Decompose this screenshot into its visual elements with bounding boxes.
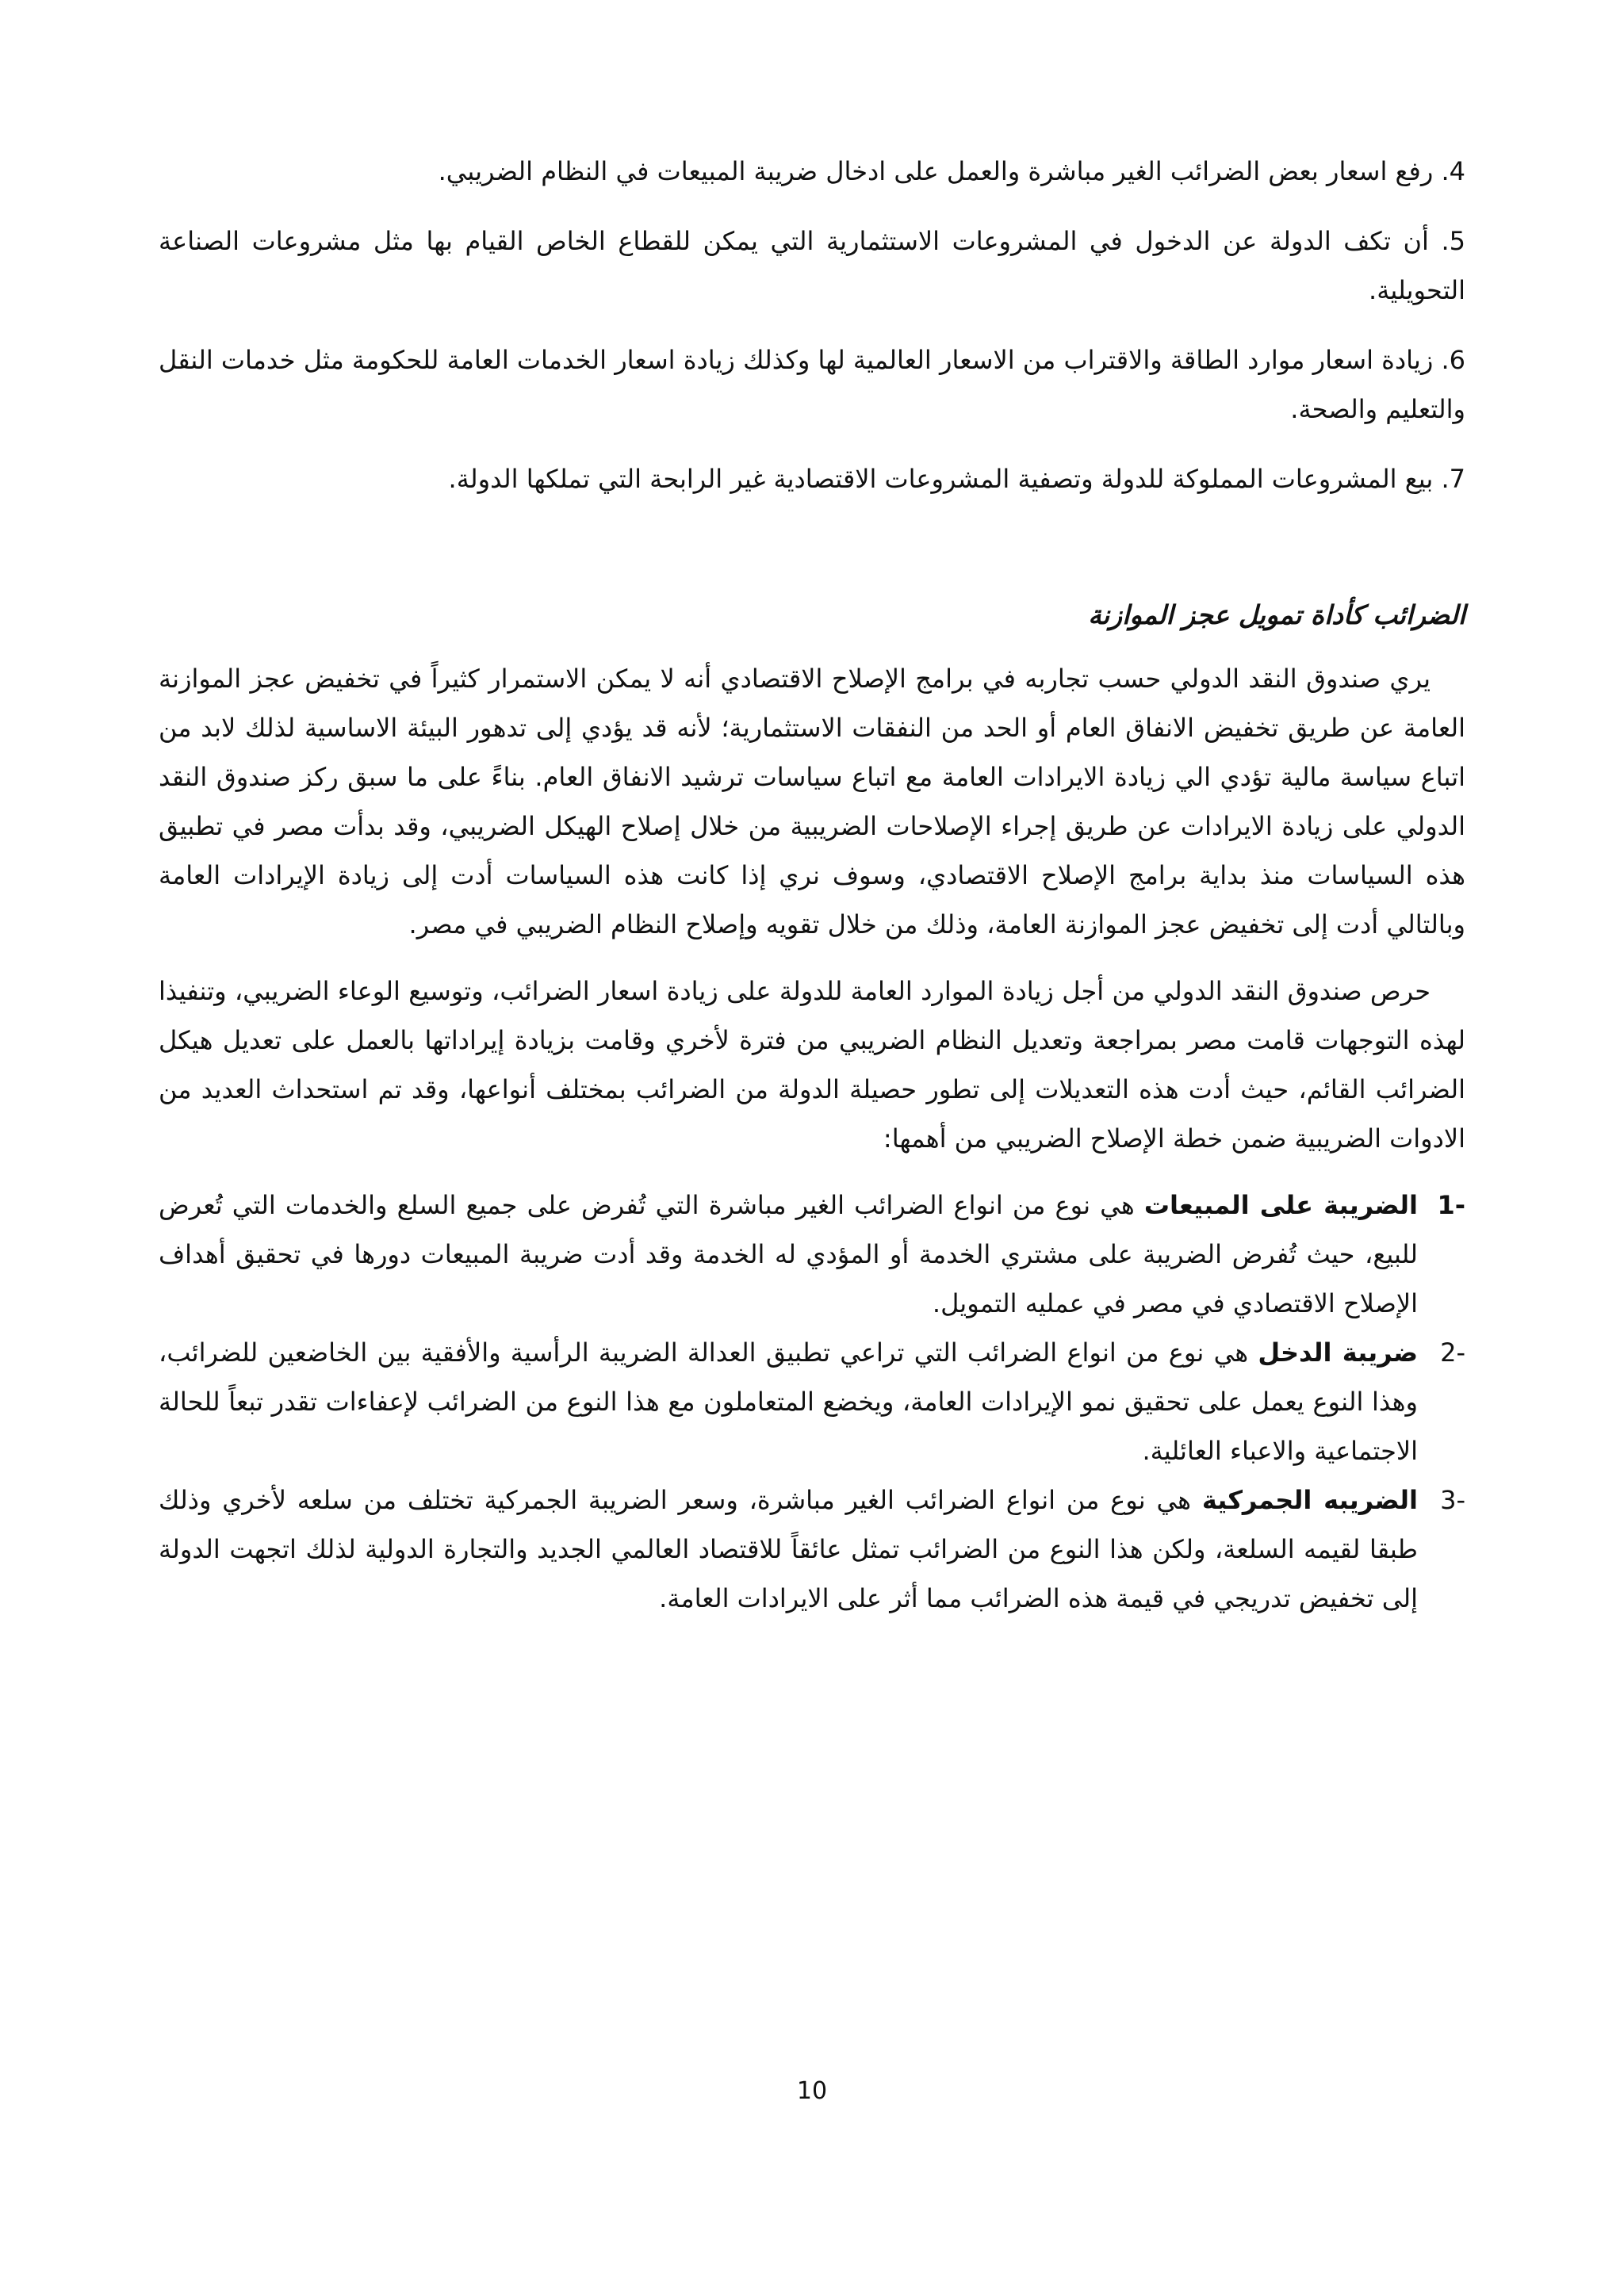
tax-item-text: هي نوع من انواع الضرائب الغير مباشرة التي تُفرض على جميع السلع والخدمات التي تُعرض للبيع، حيث تُفرض الضريبة على مشتري الخدمة أو المؤدي له الخدمة وقد أدت ضريبة المبيعات دورها في تحقيق أهداف الإصلاح الاقتصادي في مصر في عمليه التمويل. <box>159 1190 1418 1318</box>
tax-item-term: ضريبة الدخل <box>1258 1337 1419 1368</box>
tax-types-list <box>159 1181 1465 1623</box>
body-paragraph: يري صندوق النقد الدولي حسب تجاربه في برامج الإصلاح الاقتصادي أنه لا يمكن الاستمرار كثيراً في تخفيض عجز الموازنة العامة عن طريق تخفيض الانفاق العام أو الحد من النفقات الاستثمارية؛ لأنه قد يؤدي إلى تدهور البيئة الاساسية لذلك لابد من اتباع سياسة مالية تؤدي الي زيادة الايرادات العامة مع اتباع سياسات ترشيد الانفاق العام. بناءً على ما سبق ركز صندوق النقد الدولي على زيادة الايرادات عن طريق إجراء الإصلاحات الضريبية من خلال إصلاح الهيكل الضريبي، وقد بدأت مصر في تطبيق هذه السياسات منذ بداية برامج الإصلاح الاقتصادي، وسوف نري إذا كانت هذه السياسات أدت إلى زيادة الإيرادات العامة وبالتالي أدت إلى تخفيض عجز الموازنة العامة، وذلك من خلال تقويه وإصلاح النظام الضريبي في مصر. <box>159 664 1465 939</box>
tax-item-marker: -2 <box>1440 1337 1465 1368</box>
list-item <box>159 147 1465 196</box>
body-paragraph: حرص صندوق النقد الدولي من أجل زيادة الموارد العامة للدولة على زيادة اسعار الضرائب، وتوسيع الوعاء الضريبي، وتنفيذا لهذه التوجهات قامت مصر بمراجعة وتعديل النظام الضريبي من فترة لأخري وقامت بزيادة إيراداتها بالعمل على تعديل هيكل الضرائب القائم، حيث أدت هذه التعديلات إلى تطور حصيلة الدولة من الضرائب بمختلف أنواعها، وقد تم استحداث العديد من الادوات الضريبية ضمن خطة الإصلاح الضريبي من أهمها: <box>159 976 1465 1154</box>
tax-item-income <box>159 1328 1465 1475</box>
tax-item-marker: -3 <box>1440 1485 1465 1515</box>
tax-item-term: الضريبة على المبيعات <box>1143 1190 1419 1220</box>
list-item <box>159 335 1465 434</box>
list-item <box>159 216 1465 315</box>
tax-item-customs <box>159 1475 1465 1623</box>
list-item-text: رفع اسعار بعض الضرائب الغير مباشرة والعمل على ادخال ضريبة المبيعات في النظام الضريبي. <box>438 156 1434 186</box>
list-item-number: 5. <box>1441 226 1465 256</box>
list-item-number: 7. <box>1441 464 1465 494</box>
tax-item-marker: -1 <box>1437 1190 1465 1220</box>
tax-item-text: هي نوع من انواع الضرائب الغير مباشرة، وسعر الضريبة الجمركية تختلف من سلعه لأخري وذلك طبقا لقيمه السلعة، ولكن هذا النوع من الضرائب تمثل عائقاً للاقتصاد العالمي الجديد والتجارة الدولية لذلك اتجهت الدولة إلى تخفيض تدريجي في قيمة هذه الضرائب مما أثر على الايرادات العامة. <box>159 1485 1418 1613</box>
list-item-number: 6. <box>1441 345 1466 375</box>
section-heading: الضرائب كأداة تمويل عجز الموازنة <box>1088 599 1465 630</box>
tax-item-sales <box>159 1181 1465 1328</box>
list-item-text: أن تكف الدولة عن الدخول في المشروعات الاستثمارية التي يمكن للقطاع الخاص القيام بها مثل مشروعات الصناعة التحويلية. <box>159 226 1465 305</box>
list-item-text: زيادة اسعار موارد الطاقة والاقتراب من الاسعار العالمية لها وكذلك زيادة اسعار الخدمات العامة للحكومة مثل خدمات النقل والتعليم والصحة. <box>159 345 1465 424</box>
measures-list <box>159 147 1465 503</box>
list-item-text: بيع المشروعات المملوكة للدولة وتصفية المشروعات الاقتصادية غير الرابحة التي تملكها الدولة. <box>448 464 1434 494</box>
list-item-number: 4. <box>1441 156 1465 186</box>
page-number: 10 <box>796 2077 828 2105</box>
tax-item-text: هي نوع من انواع الضرائب التي تراعي تطبيق العدالة الضريبة الرأسية والأفقية بين الخاضعين للضرائب، وهذا النوع يعمل على تحقيق نمو الإيرادات العامة، ويخضع المتعاملون مع هذا النوع من الضرائب لإعفاءات تقدر تبعاً للحالة الاجتماعية والاعباء العائلية. <box>159 1337 1418 1466</box>
list-item <box>159 454 1465 503</box>
tax-item-term: الضريبه الجمركية <box>1201 1485 1419 1515</box>
